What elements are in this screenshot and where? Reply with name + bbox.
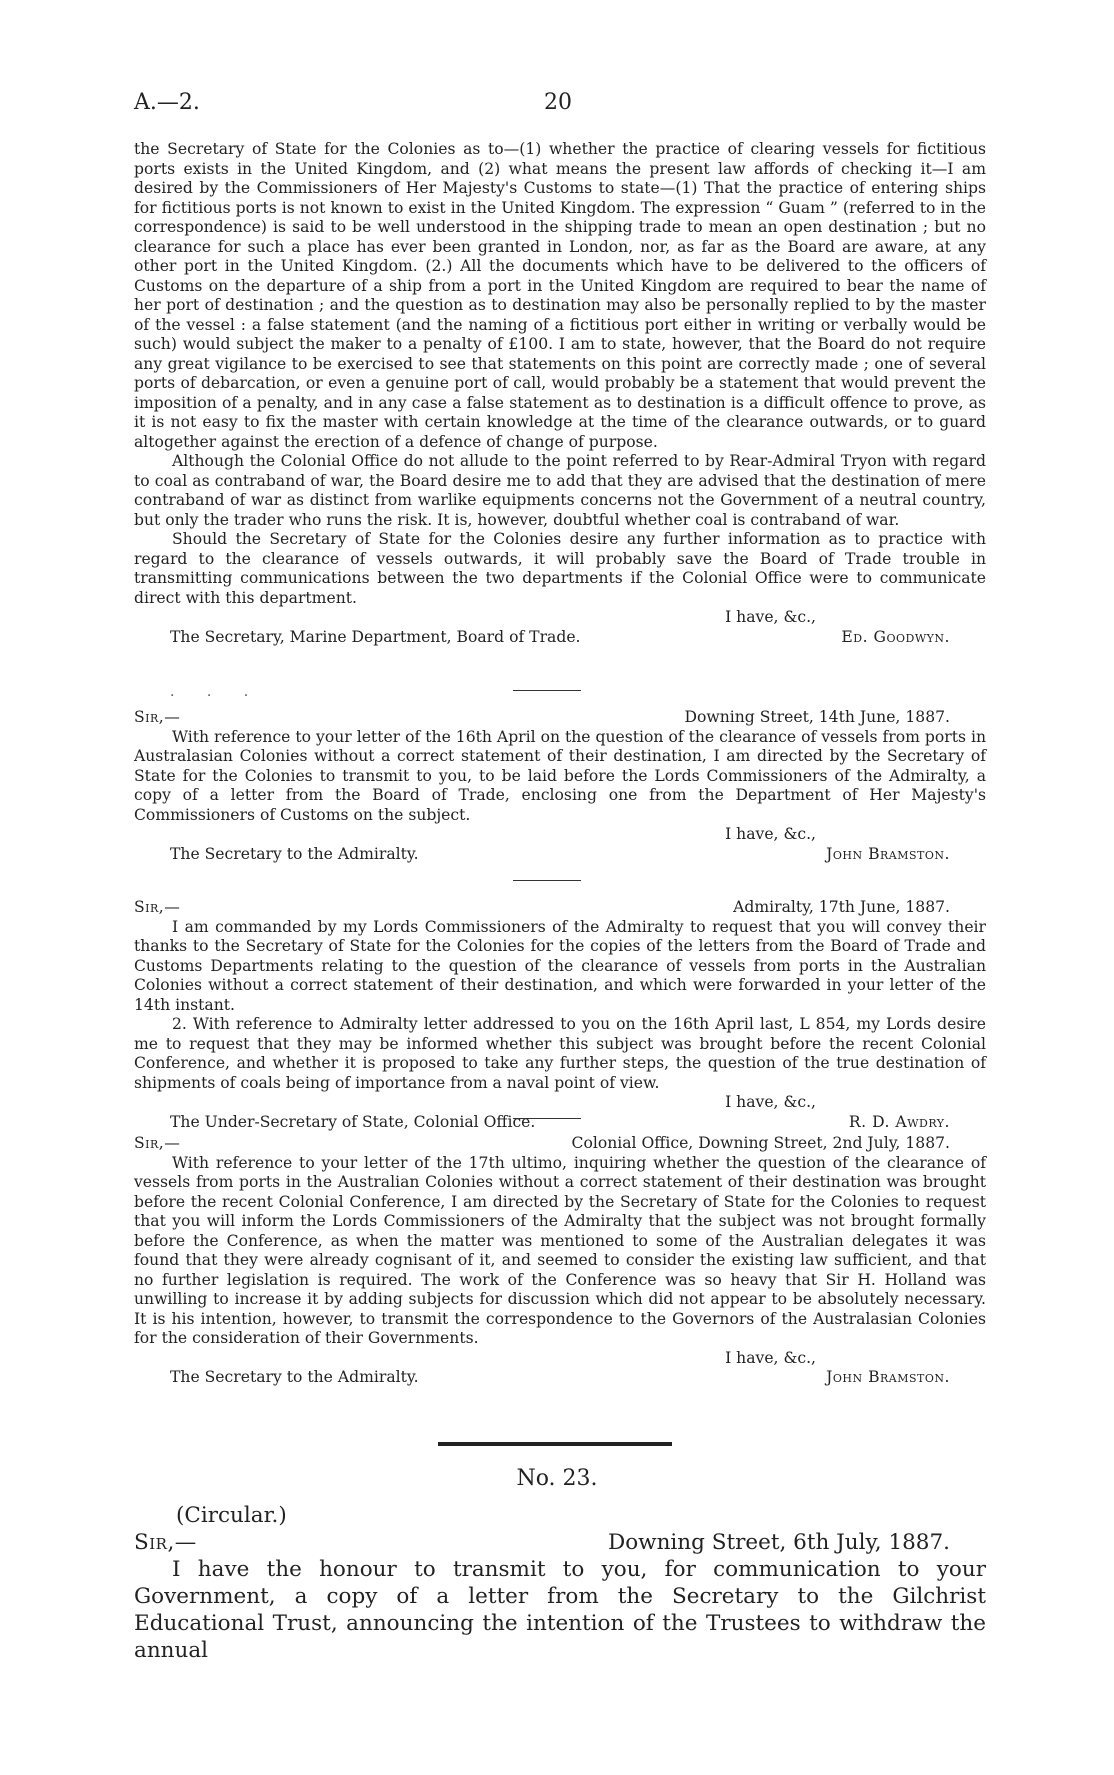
letter4-place-date: Colonial Office, Downing Street, 2nd July, 1887. [571,1134,950,1152]
letter1-closing: I have, &c., [725,608,816,626]
page-number: 20 [544,90,572,115]
letter3-addressee: The Under-Secretary of State, Colonial Office. [170,1112,536,1131]
letter-circular-july-6 [134,1502,986,1664]
letter1-addressee: The Secretary, Marine Department, Board of Trade. [170,627,581,646]
stray-marks: . . . [170,684,263,700]
letter1-paragraph-2: Although the Colonial Office do not allude to the point referred to by Rear-Admiral Tryon with regard to coal as contraband of war, the Board desire me to add that they are advised that the destination of mere contraband of war as distinct from warlike equipments concerns not the Government of a neutral country, but only the trader who runs the risk. It is, however, doubtful whether coal is contraband of war. [134,452,986,529]
circular-salutation: Sir,— [134,1530,197,1555]
letter-board-of-trade [134,140,986,647]
letter-admiralty-june-17 [134,898,986,1132]
letter-downing-street-june-14 [134,708,986,864]
letter1-paragraph-3: Should the Secretary of State for the Colonies desire any further information as to practice with regard to the clearance of vessels outwards, it will probably save the Board of Trade trouble in transmitting communications between the two departments if the Colonial Office were to communicate direct with this department. [134,530,986,607]
section-divider [513,690,581,691]
letter4-paragraph-1: With reference to your letter of the 17th ultimo, inquiring whether the question of the clearance of vessels from ports in the Australian Colonies without a correct statement of their destination was brought before the recent Colonial Conference, I am directed by the Secretary of State for the Colonies to request that you will inform the Lords Commissioners of the Admiralty that the subject was not brought formally before the Conference, as when the matter was mentioned to some of the Australian delegates it was found that they were already cognisant of it, and seemed to consider the existing law sufficient, and that no further legislation is required. The work of the Conference was so heavy that Sir H. Holland was unwilling to increase it by adding subjects for discussion which did not appear to be absolutely necessary. It is his intention, however, to transmit the correspondence to the Governors of the Australasian Colonies for the consideration of their Governments. [134,1153,986,1347]
letter4-salutation: Sir,— [134,1134,181,1152]
section-divider [513,1118,581,1119]
letter2-closing: I have, &c., [725,825,816,843]
circular-place-date: Downing Street, 6th July, 1887. [607,1530,950,1555]
letter4-closing: I have, &c., [725,1348,816,1367]
document-reference: A.—2. [134,90,200,115]
letter3-signature: R. D. Awdry. [848,1112,950,1131]
circular-paragraph-1: I have the honour to transmit to you, for communication to your Government, a copy of a letter from the Secretary to the Gilchrist Educational Trust, announcing the intention of the Trustees to withdraw the annual [134,1557,986,1663]
letter3-paragraph-1: I am commanded by my Lords Commissioners of the Admiralty to request that you will convey their thanks to the Secretary of State for the Colonies for the copies of the letters from the Board of Trade and Customs Departments relating to the question of the clearance of vessels from ports in the Australian Colonies without a correct statement of their destination, and which were forwarded in your letter of the 14th instant. [134,917,986,1014]
circular-label: (Circular.) [176,1503,287,1528]
letter2-signature: John Bramston. [826,844,950,863]
letter3-place-date: Admiralty, 17th June, 1887. [733,898,950,916]
letter2-paragraph-1: With reference to your letter of the 16th April on the question of the clearance of vessels from ports in Australasian Colonies without a correct statement of their destination, I am directed by the Secretary of State for the Colonies to transmit to you, to be laid before the Lords Commissioners of the Admiralty, a copy of a letter from the Board of Trade, enclosing one from the Department of Her Majesty's Commissioners of Customs on the subject. [134,727,986,824]
letter2-salutation: Sir,— [134,708,181,726]
letter3-paragraph-2: 2. With reference to Admiralty letter addressed to you on the 16th April last, L 854, my Lords desire me to request that they may be informed whether this subject was brought before the recent Colonial Conference, and whether it is proposed to take any further steps, the question of the true destination of shipments of coals being of importance from a naval point of view. [134,1015,986,1092]
letter3-closing: I have, &c., [725,1093,816,1111]
section-divider [513,880,581,881]
letter4-addressee: The Secretary to the Admiralty. [170,1368,419,1386]
letter1-signature: Ed. Goodwyn. [841,627,950,646]
letter-colonial-office-july-2 [134,1134,986,1388]
letter2-place-date: Downing Street, 14th June, 1887. [684,708,950,726]
letter1-paragraph-1: the Secretary of State for the Colonies as to—(1) whether the practice of clearing vessels for fictitious ports exists in the United Kingdom, and (2) what means the present law affords of checking it—I am desired by the Commissioners of Her Majesty's Customs to state—(1) That the practice of entering ships for fictitious ports is not known to exist in the United Kingdom. The expression “ Guam ” (referred to in the correspondence) is said to be well understood in the shipping trade to mean an open destination ; but no clearance for such a place has ever been granted in London, nor, as far as the Board are aware, at any other port in the United Kingdom. (2.) All the documents which have to be delivered to the officers of Customs on the departure of a ship from a port in the United Kingdom are required to bear the name of her port of destination ; and the question as to destination may also be personally replied to by the master of the vessel : a false statement (and the naming of a fictitious port either in writing or verbally would be such) would subject the maker to a penalty of £100. I am to state, however, that the Board do not require any great vigilance to be exercised to see that statements on this point are correctly made ; one of several ports of debarcation, or even a genuine port of call, would probably be a statement that would prevent the imposition of a penalty, and in any case a false statement as to destination is a difficult offence to prove, as it is not easy to fix the master with certain knowledge at the time of the clearance outwards, or to guard altogether against the erection of a defence of change of purpose. [134,140,986,451]
section-heading: No. 23. [516,1466,598,1491]
letter2-addressee: The Secretary to the Admiralty. [170,844,419,863]
section-divider-thick [438,1442,672,1446]
letter3-salutation: Sir,— [134,898,181,916]
letter4-signature: John Bramston. [826,1368,950,1386]
